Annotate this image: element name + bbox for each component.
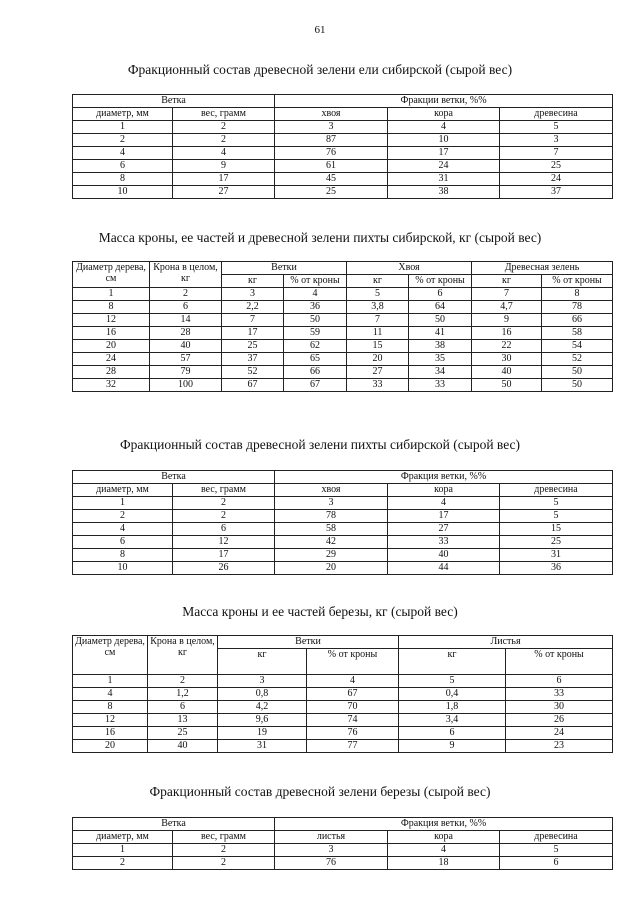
table-cell: 66 (284, 366, 347, 379)
table-cell: 50 (409, 314, 472, 327)
table-cell: 6 (173, 523, 275, 536)
table-cell: 6 (399, 727, 506, 740)
header-group: Фракция ветки, %% (275, 818, 613, 831)
table-cell: 2 (73, 510, 173, 523)
table-cell: 58 (275, 523, 388, 536)
table-body (73, 675, 613, 753)
table-cell: 30 (506, 701, 613, 714)
column-header: хвоя (275, 108, 388, 121)
table-cell: 9 (399, 740, 506, 753)
table-cell: 33 (388, 536, 500, 549)
table-cell: 7 (472, 288, 542, 301)
table-row (73, 173, 613, 186)
table-cell: 7 (222, 314, 284, 327)
table-cell: 31 (388, 173, 500, 186)
header-group: Фракция ветки, %% (275, 471, 613, 484)
table-row (73, 727, 613, 740)
table-cell: 15 (500, 523, 613, 536)
table-cell: 20 (73, 340, 150, 353)
header-group: Ветка (73, 818, 275, 831)
table-cell: 40 (150, 340, 222, 353)
column-header: кг (222, 275, 284, 288)
section-title: Масса кроны, ее частей и древесной зелени пихты сибирской, кг (сырой вес) (98, 230, 542, 245)
table-cell: 67 (284, 379, 347, 392)
table-cell: 6 (409, 288, 472, 301)
table-cell: 30 (472, 353, 542, 366)
table-cell: 3 (275, 844, 388, 857)
column-header: древесина (500, 484, 613, 497)
table-cell: 17 (222, 327, 284, 340)
table-row (73, 510, 613, 523)
table-cell: 20 (347, 353, 409, 366)
table-row (73, 844, 613, 857)
table-cell: 50 (472, 379, 542, 392)
table-cell: 23 (506, 740, 613, 753)
table-cell: 52 (542, 353, 613, 366)
table-cell: 26 (173, 562, 275, 575)
table-row (73, 740, 613, 753)
table-row (73, 562, 613, 575)
table-row (73, 497, 613, 510)
table-cell: 1 (73, 288, 150, 301)
table-body (73, 288, 613, 392)
table-cell: 3,8 (347, 301, 409, 314)
column-header: диаметр, мм (73, 108, 173, 121)
table-cell: 2 (73, 134, 173, 147)
column-header: Диаметр дерева, см (73, 262, 150, 288)
table-cell: 4,2 (218, 701, 307, 714)
table-cell: 74 (307, 714, 399, 727)
table-cell: 38 (388, 186, 500, 199)
table-row (73, 160, 613, 173)
section-title: Масса кроны и ее частей березы, кг (сырой вес) (182, 604, 458, 619)
column-header: % от кроны (542, 275, 613, 288)
table-cell: 62 (284, 340, 347, 353)
table-row (73, 714, 613, 727)
column-header: кора (388, 108, 500, 121)
table-cell: 14 (150, 314, 222, 327)
table-cell: 18 (388, 857, 500, 870)
table-cell: 3 (500, 134, 613, 147)
table-cell: 16 (73, 727, 148, 740)
table-row (73, 688, 613, 701)
table-cell: 10 (388, 134, 500, 147)
column-header: кг (472, 275, 542, 288)
table-row (73, 327, 613, 340)
column-header: Крона в целом, кг (148, 636, 218, 675)
table-cell: 40 (388, 549, 500, 562)
table-cell: 27 (388, 523, 500, 536)
table-cell: 6 (150, 301, 222, 314)
table-cell: 34 (409, 366, 472, 379)
column-header: кг (218, 649, 307, 675)
table-body (73, 844, 613, 870)
column-header: кг (399, 649, 506, 675)
column-header: Диаметр дерева, см (73, 636, 148, 675)
table-cell: 36 (284, 301, 347, 314)
table-cell: 4 (388, 844, 500, 857)
table-cell: 3 (222, 288, 284, 301)
table-cell: 65 (284, 353, 347, 366)
table-cell: 1 (73, 844, 173, 857)
table-cell: 25 (222, 340, 284, 353)
table-cell: 19 (218, 727, 307, 740)
table-cell: 40 (148, 740, 218, 753)
table-cell: 2 (148, 675, 218, 688)
header-group: Листья (399, 636, 613, 649)
table-cell: 8 (73, 701, 148, 714)
column-header: древесина (500, 831, 613, 844)
table-cell: 59 (284, 327, 347, 340)
table-cell: 66 (542, 314, 613, 327)
table-cell: 1 (73, 121, 173, 134)
table-cell: 64 (409, 301, 472, 314)
table-row (73, 186, 613, 199)
table-cell: 61 (275, 160, 388, 173)
table-cell: 5 (500, 497, 613, 510)
table-cell: 12 (173, 536, 275, 549)
table-cell: 27 (347, 366, 409, 379)
column-header: диаметр, мм (73, 831, 173, 844)
table-cell: 5 (347, 288, 409, 301)
header-group: Хвоя (347, 262, 472, 275)
table-cell: 12 (73, 714, 148, 727)
table-row (73, 121, 613, 134)
table-fir-fractions (72, 470, 613, 575)
column-header: % от кроны (506, 649, 613, 675)
table-cell: 42 (275, 536, 388, 549)
table-cell: 37 (222, 353, 284, 366)
table-cell: 3,4 (399, 714, 506, 727)
table-cell: 16 (472, 327, 542, 340)
table-cell: 0,4 (399, 688, 506, 701)
header-group: Ветка (73, 471, 275, 484)
column-header: листья (275, 831, 388, 844)
column-header: кора (388, 831, 500, 844)
table-cell: 7 (500, 147, 613, 160)
column-header: диаметр, мм (73, 484, 173, 497)
column-header: % от кроны (307, 649, 399, 675)
table-cell: 41 (409, 327, 472, 340)
table-row (73, 701, 613, 714)
table-cell: 25 (500, 536, 613, 549)
table-cell: 6 (73, 160, 173, 173)
table-row (73, 147, 613, 160)
table-cell: 29 (275, 549, 388, 562)
table-cell: 5 (399, 675, 506, 688)
table-cell: 2 (173, 844, 275, 857)
table-cell: 3 (275, 121, 388, 134)
section-title: Фракционный состав древесной зелени березы (сырой вес) (149, 784, 491, 799)
table-cell: 12 (73, 314, 150, 327)
table-cell: 20 (275, 562, 388, 575)
table-cell: 17 (173, 173, 275, 186)
table-cell: 4 (173, 147, 275, 160)
table-cell: 76 (307, 727, 399, 740)
table-row (73, 340, 613, 353)
table-cell: 1 (73, 497, 173, 510)
table-cell: 11 (347, 327, 409, 340)
column-header: кора (388, 484, 500, 497)
table-cell: 67 (222, 379, 284, 392)
table-cell: 3 (218, 675, 307, 688)
header-group: Ветка (73, 95, 275, 108)
table-cell: 44 (388, 562, 500, 575)
table-cell: 24 (506, 727, 613, 740)
table-cell: 76 (275, 147, 388, 160)
table-cell: 17 (173, 549, 275, 562)
table-cell: 22 (472, 340, 542, 353)
table-cell: 4 (73, 523, 173, 536)
table-cell: 32 (73, 379, 150, 392)
table-row (73, 134, 613, 147)
table-cell: 2 (173, 510, 275, 523)
table-cell: 36 (500, 562, 613, 575)
table-cell: 33 (506, 688, 613, 701)
table-row (73, 314, 613, 327)
column-header: Крона в целом, кг (150, 262, 222, 288)
table-cell: 2 (173, 857, 275, 870)
table-cell: 8 (73, 173, 173, 186)
column-header: вес, грамм (173, 484, 275, 497)
table-cell: 17 (388, 510, 500, 523)
table-row (73, 353, 613, 366)
table-cell: 4 (307, 675, 399, 688)
column-header: вес, грамм (173, 831, 275, 844)
table-cell: 50 (542, 379, 613, 392)
section-title: Фракционный состав древесной зелени ели сибирской (сырой вес) (127, 62, 513, 77)
table-cell: 1,2 (148, 688, 218, 701)
header-group: Древесная зелень (472, 262, 613, 275)
table-cell: 35 (409, 353, 472, 366)
table-cell: 6 (506, 675, 613, 688)
table-cell: 27 (173, 186, 275, 199)
table-cell: 25 (148, 727, 218, 740)
table-cell: 4 (284, 288, 347, 301)
table-cell: 67 (307, 688, 399, 701)
table-cell: 54 (542, 340, 613, 353)
table-cell: 70 (307, 701, 399, 714)
table-cell: 4 (73, 147, 173, 160)
table-cell: 26 (506, 714, 613, 727)
table-cell: 24 (500, 173, 613, 186)
table-cell: 58 (542, 327, 613, 340)
section-title: Фракционный состав древесной зелени пихты сибирской (сырой вес) (119, 437, 521, 452)
table-cell: 76 (275, 857, 388, 870)
table-cell: 4,7 (472, 301, 542, 314)
table-cell: 17 (388, 147, 500, 160)
page-number: 61 (314, 24, 326, 36)
table-cell: 57 (150, 353, 222, 366)
table-cell: 52 (222, 366, 284, 379)
table-cell: 2 (173, 121, 275, 134)
table-spruce-fractions (72, 94, 613, 199)
table-cell: 0,8 (218, 688, 307, 701)
table-cell: 25 (275, 186, 388, 199)
table-row (73, 523, 613, 536)
column-header: вес, грамм (173, 108, 275, 121)
table-cell: 1,8 (399, 701, 506, 714)
table-cell: 8 (73, 301, 150, 314)
table-birch-crown-mass (72, 635, 613, 753)
table-row (73, 366, 613, 379)
table-cell: 87 (275, 134, 388, 147)
table-cell: 37 (500, 186, 613, 199)
table-row (73, 675, 613, 688)
table-body (73, 497, 613, 575)
table-cell: 4 (73, 688, 148, 701)
table-cell: 5 (500, 121, 613, 134)
table-row (73, 549, 613, 562)
table-row (73, 288, 613, 301)
table-cell: 9 (173, 160, 275, 173)
table-cell: 45 (275, 173, 388, 186)
table-fir-crown-mass (72, 261, 613, 392)
table-row (73, 301, 613, 314)
table-cell: 6 (73, 536, 173, 549)
table-birch-fractions (72, 817, 613, 870)
header-group: Ветки (222, 262, 347, 275)
table-cell: 1 (73, 675, 148, 688)
column-header: хвоя (275, 484, 388, 497)
table-cell: 79 (150, 366, 222, 379)
table-cell: 9 (472, 314, 542, 327)
table-cell: 31 (218, 740, 307, 753)
table-cell: 100 (150, 379, 222, 392)
column-header: % от кроны (284, 275, 347, 288)
table-row (73, 857, 613, 870)
table-cell: 2 (150, 288, 222, 301)
table-cell: 5 (500, 510, 613, 523)
table-row (73, 536, 613, 549)
column-header: кг (347, 275, 409, 288)
table-cell: 2 (173, 134, 275, 147)
table-cell: 33 (409, 379, 472, 392)
table-cell: 25 (500, 160, 613, 173)
table-row (73, 379, 613, 392)
table-cell: 2,2 (222, 301, 284, 314)
table-cell: 10 (73, 186, 173, 199)
table-cell: 13 (148, 714, 218, 727)
table-cell: 8 (542, 288, 613, 301)
table-cell: 31 (500, 549, 613, 562)
table-cell: 28 (73, 366, 150, 379)
table-cell: 24 (73, 353, 150, 366)
table-body (73, 121, 613, 199)
table-cell: 6 (148, 701, 218, 714)
table-cell: 8 (73, 549, 173, 562)
table-cell: 2 (73, 857, 173, 870)
header-group: Фракции ветки, %% (275, 95, 613, 108)
table-cell: 40 (472, 366, 542, 379)
table-cell: 77 (307, 740, 399, 753)
table-cell: 7 (347, 314, 409, 327)
table-cell: 24 (388, 160, 500, 173)
table-cell: 38 (409, 340, 472, 353)
table-cell: 6 (500, 857, 613, 870)
table-cell: 50 (542, 366, 613, 379)
table-cell: 5 (500, 844, 613, 857)
table-cell: 9,6 (218, 714, 307, 727)
table-cell: 3 (275, 497, 388, 510)
table-cell: 78 (275, 510, 388, 523)
table-cell: 16 (73, 327, 150, 340)
table-cell: 50 (284, 314, 347, 327)
header-group: Ветки (218, 636, 399, 649)
column-header: древесина (500, 108, 613, 121)
table-cell: 4 (388, 121, 500, 134)
table-cell: 4 (388, 497, 500, 510)
table-cell: 20 (73, 740, 148, 753)
table-cell: 28 (150, 327, 222, 340)
table-cell: 15 (347, 340, 409, 353)
table-cell: 10 (73, 562, 173, 575)
table-cell: 2 (173, 497, 275, 510)
column-header: % от кроны (409, 275, 472, 288)
table-cell: 33 (347, 379, 409, 392)
table-cell: 78 (542, 301, 613, 314)
